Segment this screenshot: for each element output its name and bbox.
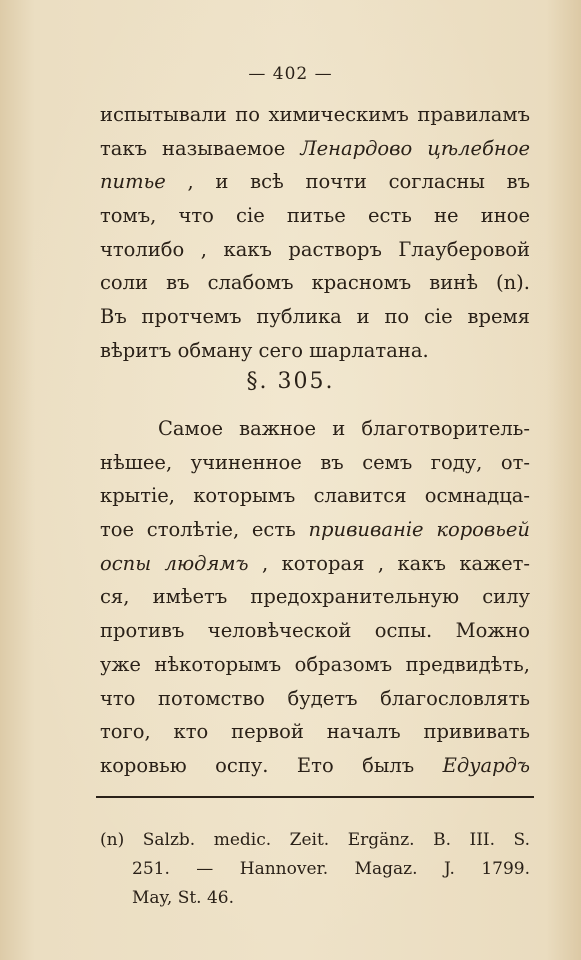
italic-term: прививаніе коровьей bbox=[308, 518, 530, 542]
text-span: такъ называемое bbox=[100, 136, 286, 160]
text-line: что потомство будетъ благословлять bbox=[100, 686, 530, 710]
text-line: Самое важное и благотворитель- bbox=[158, 417, 530, 440]
text-line: противъ человѣческой оспы. Можно bbox=[100, 619, 530, 643]
text-span: , и всѣ почти согласны въ bbox=[187, 170, 530, 194]
text-line: Въ протчемъ публика и по сіе время bbox=[100, 305, 530, 329]
text-line: вѣритъ обману сего шарлатана. bbox=[100, 338, 429, 362]
footnote bbox=[100, 826, 530, 913]
paragraph-1 bbox=[100, 98, 530, 368]
page-number: — 402 — bbox=[248, 64, 333, 84]
text-line bbox=[100, 749, 530, 783]
text-line: уже нѣкоторымъ образомъ предвидѣть, bbox=[100, 652, 530, 676]
section-heading: §. 305. bbox=[246, 369, 335, 394]
footnote-line: (n) Salzb. medic. Zeit. Ergänz. B. III. S. bbox=[100, 830, 530, 850]
text-line: того, кто первой началъ прививать bbox=[100, 720, 530, 744]
italic-term: оспы людямъ bbox=[100, 551, 249, 575]
italic-term: питье bbox=[100, 170, 166, 194]
text-line: томъ, что сіе питье есть не иное bbox=[100, 204, 530, 228]
text-line: соли въ слабомъ красномъ винѣ (n). bbox=[100, 271, 530, 295]
text-line: испытывали по химическимъ правиламъ bbox=[100, 103, 530, 126]
footnote-line: May, St. 46. bbox=[132, 888, 235, 908]
text-line bbox=[100, 165, 530, 199]
text-span: коровью оспу. Ето былъ bbox=[100, 753, 415, 777]
footnote-divider bbox=[96, 796, 534, 798]
footnote-line: 251. — Hannover. Magaz. J. 1799. bbox=[132, 859, 530, 879]
text-line bbox=[100, 132, 530, 166]
text-line: чтолибо , какъ растворъ Глауберовой bbox=[100, 237, 530, 261]
text-line bbox=[100, 547, 530, 581]
italic-term: Ленардово цѣлебное bbox=[300, 136, 531, 160]
text-line: нѣшее, учиненное въ семъ году, от- bbox=[100, 450, 530, 474]
paragraph-2 bbox=[100, 412, 530, 783]
text-line bbox=[100, 513, 530, 547]
text-line: крытіе, которымъ славится осмнадца- bbox=[100, 484, 530, 508]
text-line: ся, имѣетъ предохранительную силу bbox=[100, 585, 530, 609]
text-span: тое столѣтіе, есть bbox=[100, 518, 296, 542]
italic-term: Едуардъ bbox=[442, 753, 530, 777]
text-span: , которая , какъ кажет- bbox=[261, 551, 530, 575]
